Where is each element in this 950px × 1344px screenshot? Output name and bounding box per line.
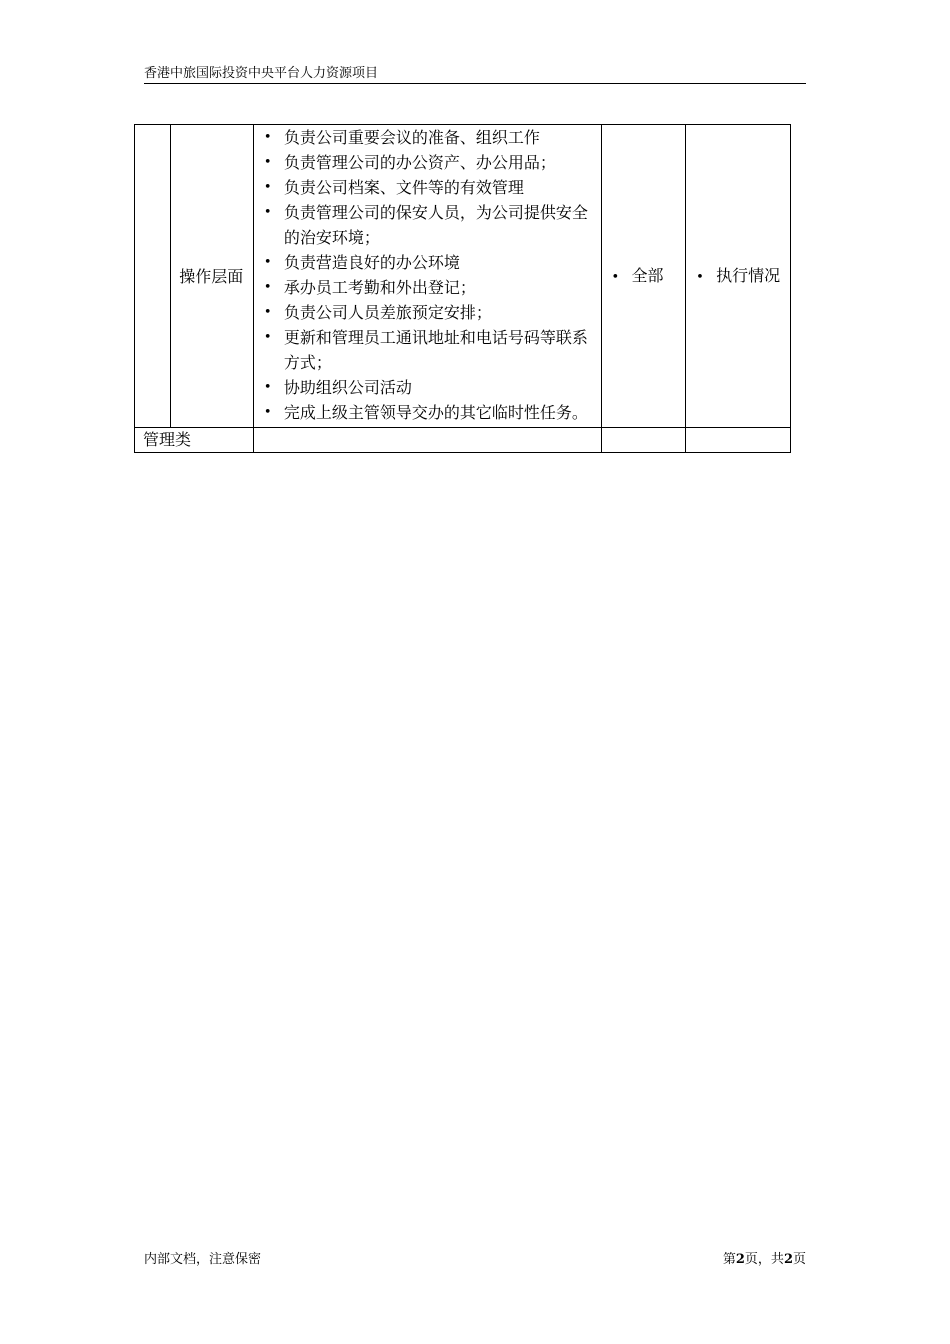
duty-item: • 协助组织公司活动: [264, 375, 589, 400]
page-num: 2: [735, 1252, 745, 1267]
scope-cell: [601, 125, 686, 428]
header-divider: [144, 83, 806, 84]
duty-item: • 承办员工考勤和外出登记；: [264, 275, 589, 300]
duty-list: [254, 125, 601, 427]
duty-item: • 负责管理公司的办公资产、办公用品；: [264, 150, 589, 175]
footer-page-number: [723, 1248, 806, 1267]
duty-table: [134, 124, 791, 453]
duty-item: • 负责管理公司的保安人员，为公司提供安全的治安环境；: [264, 200, 589, 250]
level-label: 操作层面: [179, 266, 244, 286]
empty-cell: [686, 428, 791, 453]
blank-cell: [135, 125, 171, 428]
duty-item: • 更新和管理员工通讯地址和电话号码等联系方式；: [264, 325, 589, 375]
page-suffix: 页: [792, 1252, 806, 1267]
scope-label: 全部: [631, 265, 664, 285]
page-total: 2: [783, 1252, 793, 1267]
duty-item: • 负责营造良好的办公环境: [264, 250, 589, 275]
empty-cell: [253, 428, 601, 453]
page-mid: 页，共: [744, 1252, 784, 1267]
duty-item: • 负责公司人员差旅预定安排；: [264, 300, 589, 325]
kpi-label: 执行情况: [716, 265, 781, 285]
empty-cell: [601, 428, 686, 453]
level-cell: [171, 125, 254, 428]
duty-item: • 负责公司重要会议的准备、组织工作: [264, 125, 589, 150]
kpi-cell: [686, 125, 791, 428]
duty-item: • 负责公司档案、文件等的有效管理: [264, 175, 589, 200]
page-prefix: 第: [722, 1252, 736, 1267]
category-label: 管理类: [143, 430, 192, 449]
bullet-icon: •: [696, 269, 704, 285]
bullet-icon: •: [611, 269, 620, 285]
duties-cell: [253, 125, 601, 428]
footer-confidential-note: 内部文档，注意保密: [144, 1252, 262, 1267]
page-header-title: 香港中旅国际投资中央平台人力资源项目: [144, 66, 379, 81]
table-row: [135, 428, 791, 453]
table-row: [135, 125, 791, 428]
category-cell: [135, 428, 254, 453]
duty-item: • 完成上级主管领导交办的其它临时性任务。: [264, 400, 589, 425]
